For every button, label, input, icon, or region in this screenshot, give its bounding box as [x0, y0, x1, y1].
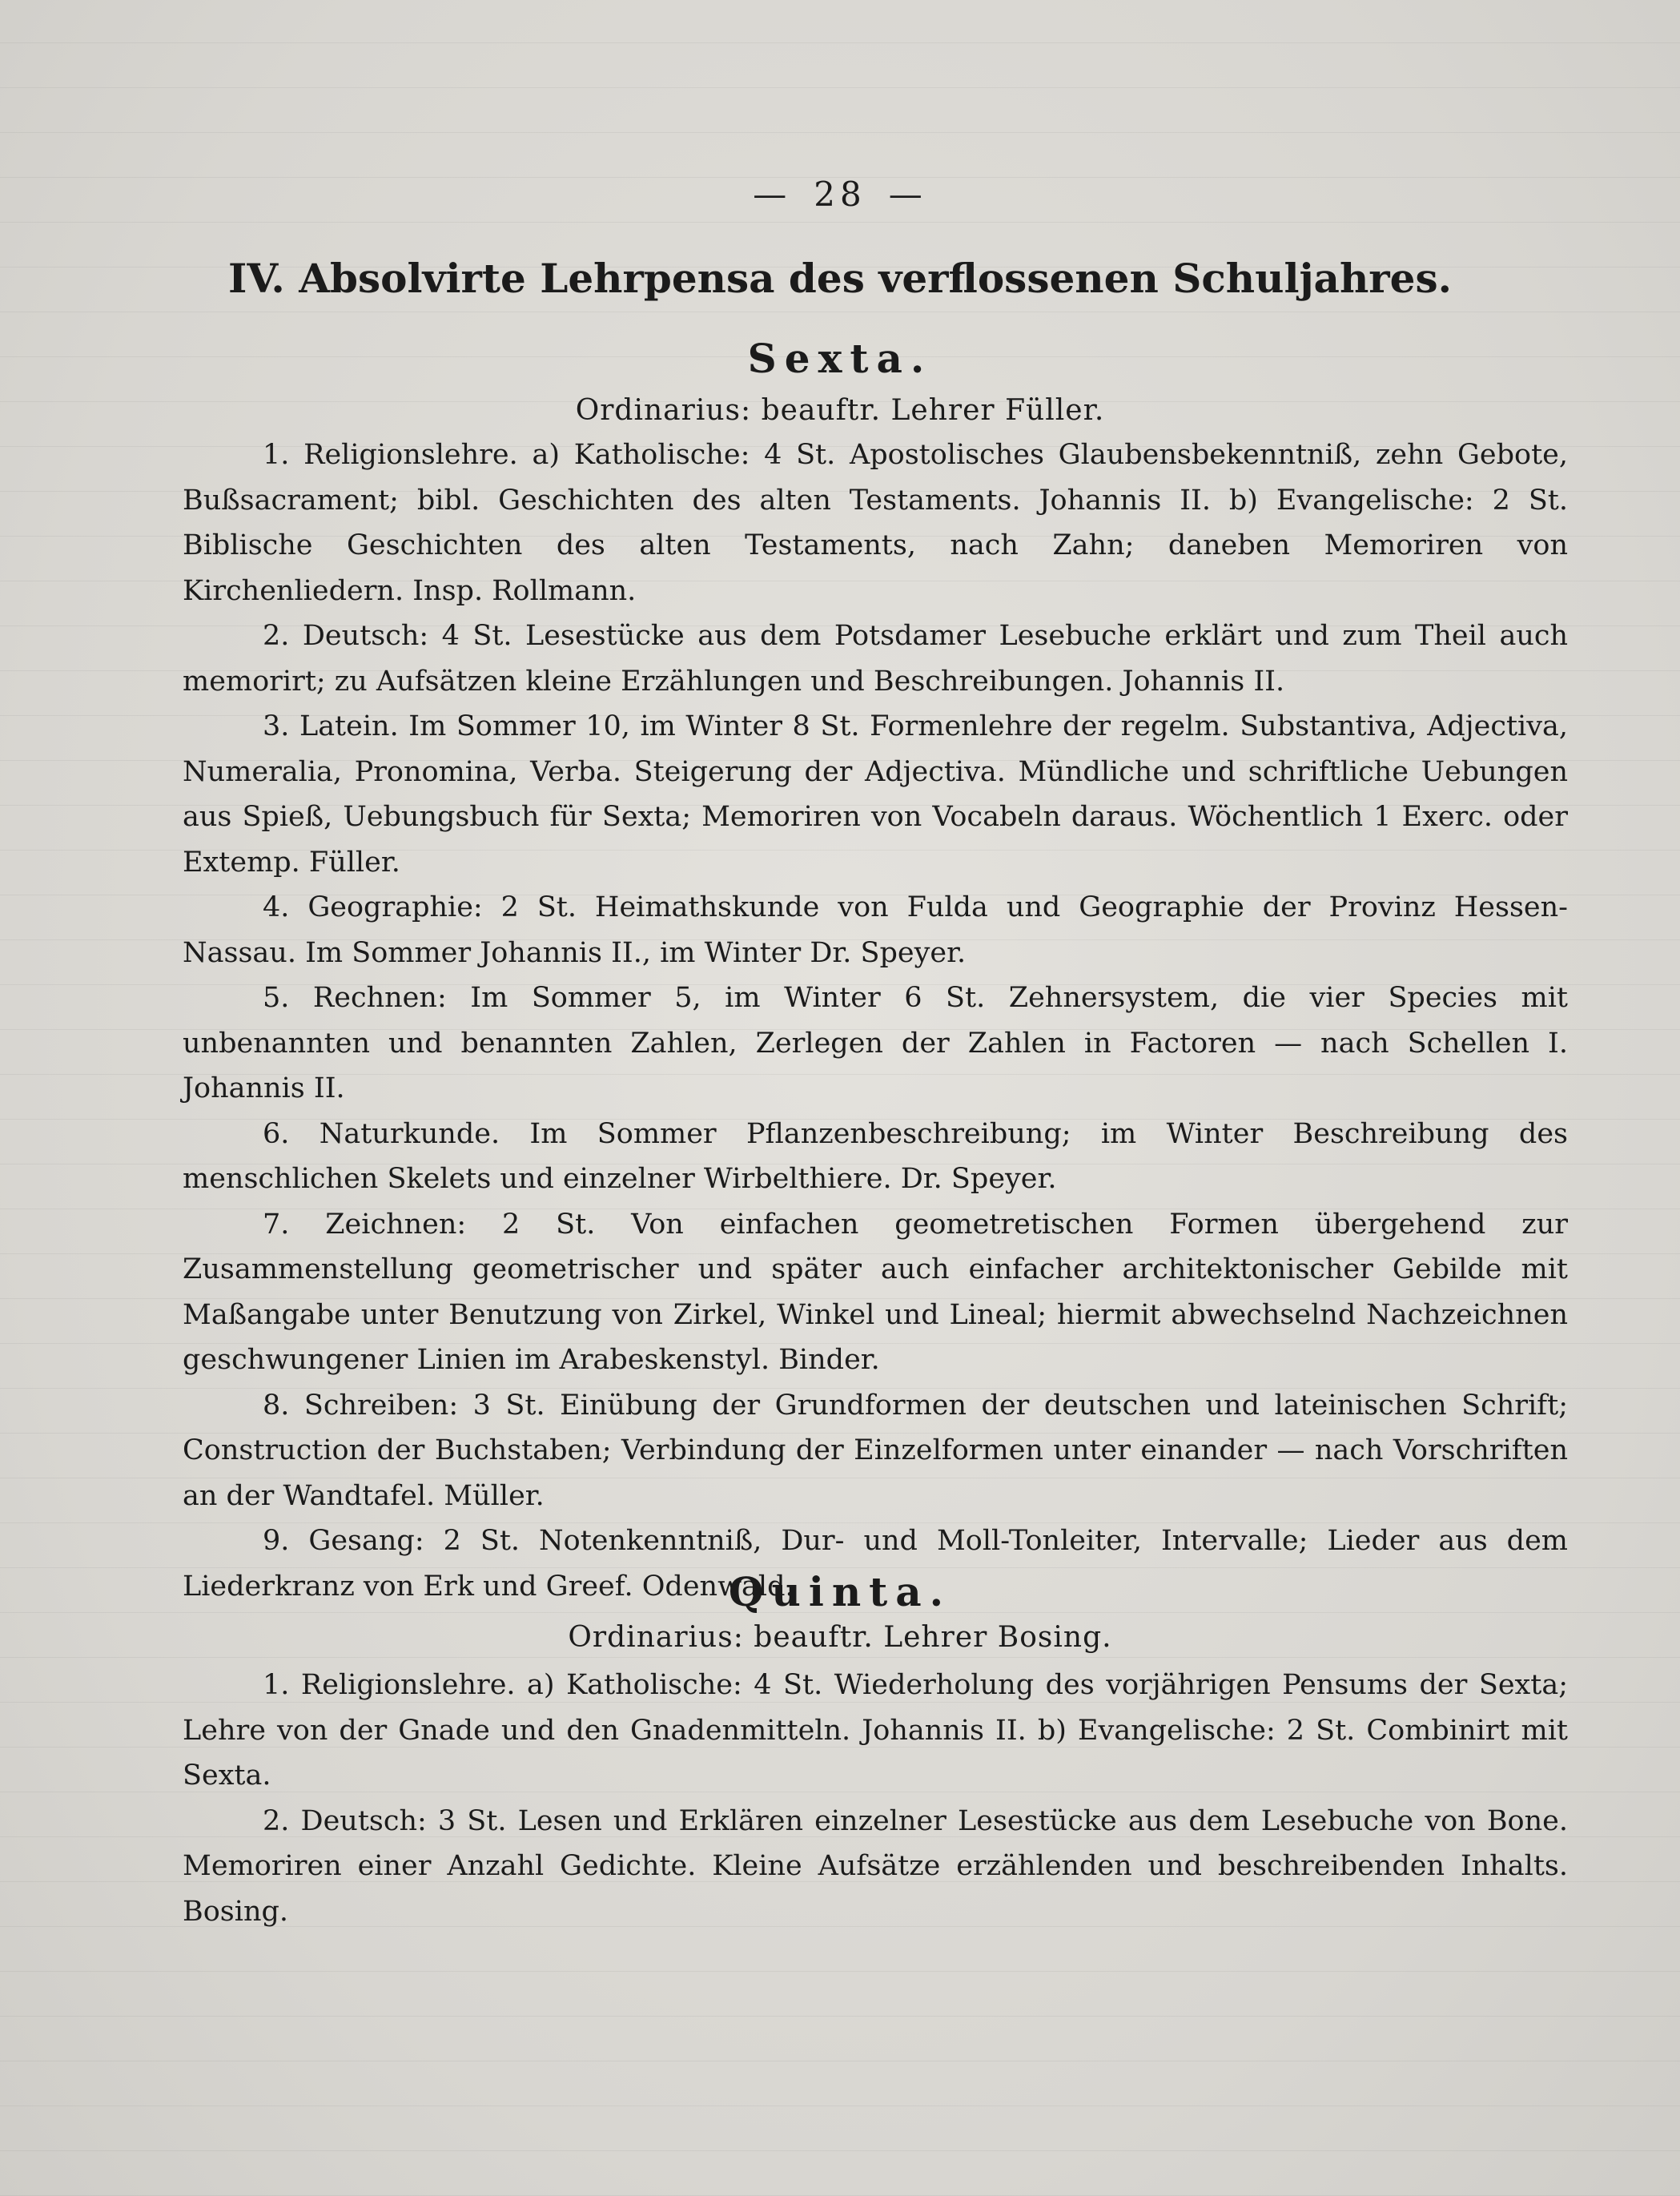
- sexta-item-religion: 1. Religionslehre. a) Katholische: 4 St. Apostolisches Glaubensbekenntniß, zehn Gebote, Bußsacrament; bibl. Geschichten des alten Testaments. Johannis II. b) Evangelische: 2 St. Biblische Geschichten des alten Testaments, nach Zahn; daneben Memoriren von Kirchenliedern. Insp. Rollmann.: [183, 439, 1568, 607]
- sexta-title: Sexta.: [747, 335, 933, 382]
- sexta-item-zeichnen: 7. Zeichnen: 2 St. Von einfachen geometretischen Formen übergehend zur Zusammenstellung geometrischer und später auch einfacher architektonischer Gebilde mit Maßangabe unter Benutzung von Zirkel, Winkel und Lineal; hiermit abwechselnd Nachzeichnen geschwungener Linien im Arabeskenstyl. Binder.: [183, 1208, 1568, 1376]
- page-number-dash-right: —: [888, 175, 927, 214]
- quinta-item-religion: 1. Religionslehre. a) Katholische: 4 St. Wiederholung des vorjährigen Pensums der Sexta; Lehre von der Gnade und den Gnadenmitteln. Johannis II. b) Evangelische: 2 St. Combinirt mit Sexta.: [183, 1669, 1568, 1792]
- sexta-item-latein: 3. Latein. Im Sommer 10, im Winter 8 St. Formenlehre der regelm. Substantiva, Adjectiva, Numeralia, Pronomina, Verba. Steigerung der Adjectiva. Mündliche und schriftliche Uebungen aus Spieß, Uebungsbuch für Sexta; Memoriren von Vocabeln daraus. Wöchentlich 1 Exerc. oder Extemp. Füller.: [183, 710, 1568, 879]
- page-number-dash-left: —: [753, 175, 792, 214]
- section-title: IV. Absolvirte Lehrpensa des verflossenen Schuljahres.: [227, 255, 1453, 302]
- quinta-ordinarius: Ordinarius: beauftr. Lehrer Bosing.: [568, 1621, 1112, 1654]
- quinta-title: Quinta.: [728, 1568, 952, 1615]
- sexta-item-deutsch: 2. Deutsch: 4 St. Lesestücke aus dem Potsdamer Lesebuche erklärt und zum Theil auch memorirt; zu Aufsätzen kleine Erzählungen und Beschreibungen. Johannis II.: [183, 620, 1568, 698]
- quinta-curriculum: [183, 1663, 1568, 1934]
- quinta-item-deutsch: 2. Deutsch: 3 St. Lesen und Erklären einzelner Lesestücke aus dem Lesebuche von Bone. Memoriren einer Anzahl Gedichte. Kleine Aufsätze erzählenden und beschreibenden Inhalts. Bosing.: [183, 1804, 1568, 1928]
- page-number-value: 28: [814, 175, 866, 214]
- sexta-item-schreiben: 8. Schreiben: 3 St. Einübung der Grundformen der deutschen und lateinischen Schrift; Construction der Buchstaben; Verbindung der Einzelformen unter einander — nach Vorschriften an der Wandtafel. Müller.: [183, 1389, 1568, 1512]
- sexta-ordinarius: Ordinarius: beauftr. Lehrer Füller.: [575, 394, 1105, 427]
- sexta-item-naturkunde: 6. Naturkunde. Im Sommer Pflanzenbeschreibung; im Winter Beschreibung des menschlichen Skelets und einzelner Wirbelthiere. Dr. Speyer.: [183, 1117, 1568, 1195]
- sexta-item-rechnen: 5. Rechnen: Im Sommer 5, im Winter 6 St. Zehnersystem, die vier Species mit unbenannten und benannten Zahlen, Zerlegen der Zahlen in Factoren — nach Schellen I. Johannis II.: [183, 982, 1568, 1104]
- sexta-item-geographie: 4. Geographie: 2 St. Heimathskunde von Fulda und Geographie der Provinz Hessen-Nassau. Im Sommer Johannis II., im Winter Dr. Speyer.: [183, 891, 1568, 969]
- page-number: [0, 175, 1680, 214]
- sexta-item-gesang: 9. Gesang: 2 St. Notenkenntniß, Dur- und Moll-Tonleiter, Intervalle; Lieder aus dem Liederkranz von Erk und Greef. Odenwald.: [183, 1525, 1568, 1603]
- sexta-curriculum: [183, 432, 1568, 1609]
